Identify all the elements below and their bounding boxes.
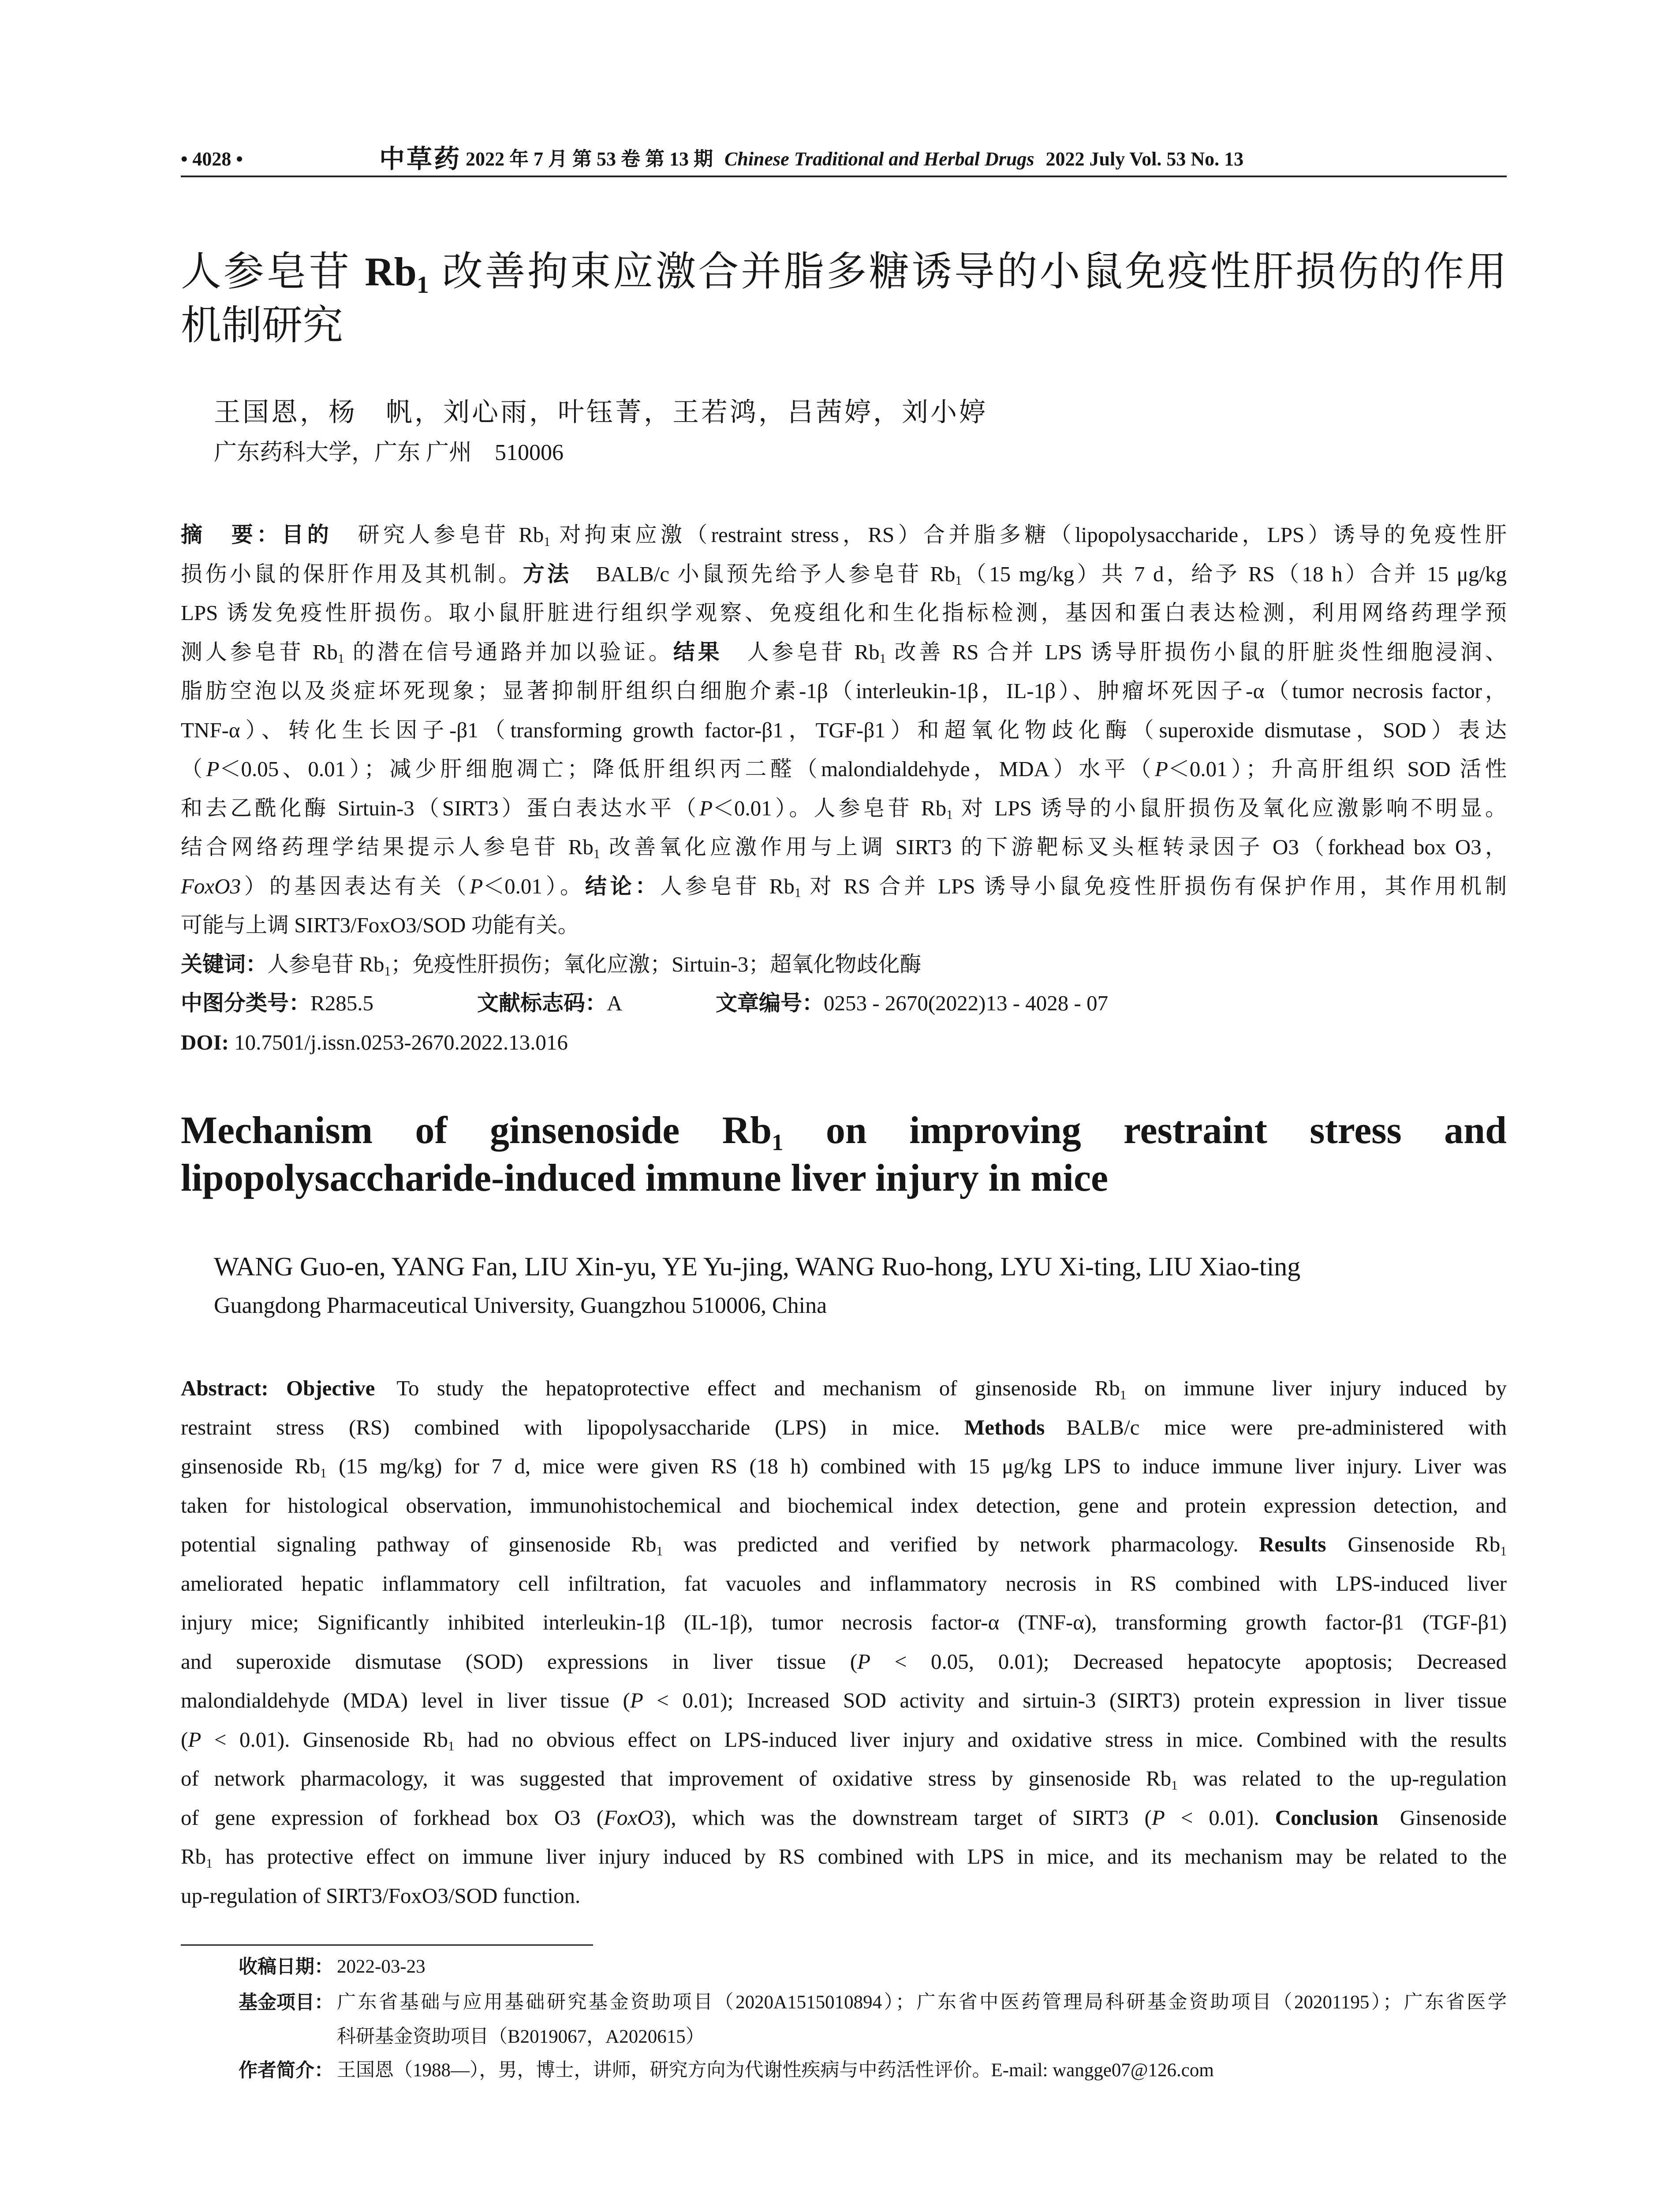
subscript: 1	[337, 652, 344, 666]
abstract-line	[181, 1642, 1507, 1682]
text-run: ＜0.05、0.01）；减少肝细胞凋亡；降低肝组织丙二醛（malondialdehyde，MDA）水平（	[219, 757, 1155, 781]
subscript: 1	[1500, 1544, 1507, 1558]
bold-label: 结论：	[585, 874, 661, 898]
bold-label: 文章编号：	[716, 991, 824, 1015]
affiliation-en: Guangdong Pharmaceutical University, Guangzhou 510006, China	[214, 1293, 827, 1318]
text-run: of network pharmacology, it was suggested that improvement of oxidative stress by ginsenoside Rb	[181, 1766, 1172, 1790]
document-code	[477, 984, 622, 1023]
subscript: 1	[448, 1739, 455, 1754]
text-run: malondialdehyde (MDA) level in liver tissue (	[181, 1688, 630, 1712]
bold-label: 中图分类号：	[181, 991, 311, 1015]
bold-label: DOI:	[181, 1030, 229, 1054]
doi	[181, 1023, 1507, 1062]
bold-label: 方法	[523, 562, 572, 586]
fund-info	[337, 1985, 1507, 2054]
journal-name-en: Chinese Traditional and Herbal Drugs	[724, 148, 1034, 170]
keywords-cn	[181, 945, 1507, 984]
text-run: ＜0.01）。人参皂苷 Rb	[713, 796, 947, 820]
abstract-line	[181, 867, 1507, 906]
text-run: had no obvious effect on LPS-induced liver injury and oxidative stress in mice. Combined with the results	[454, 1727, 1507, 1752]
text-run: injury mice; Significantly inhibited interleukin-1β (IL-1β), tumor necrosis factor-α (TNF-α), transforming growth factor-β1 (TGF-β1)	[181, 1610, 1507, 1634]
abstract-line	[181, 1369, 1507, 1408]
text-run: 人参皂苷 Rb	[267, 952, 385, 976]
text-run: on improving restraint stress and	[783, 1109, 1507, 1152]
abstract-line	[181, 672, 1507, 711]
journal-logo: 中草药	[379, 145, 462, 173]
abstract-line	[181, 555, 1507, 594]
text-run: (15 mg/kg) for 7 d, mice were given RS (18 h) combined with 15 μg/kg LPS to induce immune liver injury. Liver was	[326, 1454, 1507, 1478]
fund-label: 基金项目：	[239, 1992, 333, 2013]
issue-info-en: 2022 July Vol. 53 No. 13	[1045, 148, 1244, 170]
page-number: • 4028 •	[181, 148, 243, 170]
article-title-cn	[181, 245, 1507, 352]
text-run: (	[181, 1727, 188, 1752]
text-run: on immune liver injury induced by	[1126, 1376, 1507, 1400]
abstract-cn	[181, 516, 1507, 945]
text-run: 脂肪空泡以及炎症坏死现象；显著抑制肝组织白细胞介素-1β（interleukin-1β，IL-1β）、肿瘤坏死因子-α（tumor necrosis factor，	[181, 679, 1507, 703]
text-run: < 0.01). Ginsenoside Rb	[201, 1727, 448, 1752]
abstract-line	[181, 750, 1507, 789]
text-run: ；免疫性肝损伤；氧化应激；Sirtuin-3；超氧化物歧化酶	[391, 952, 922, 976]
abstract-line	[181, 1720, 1507, 1760]
subscript: 1	[384, 964, 391, 979]
text-run: < 0.05, 0.01); Decreased hepatocyte apoptosis; Decreased	[870, 1649, 1507, 1674]
bold-label: Conclusion	[1275, 1805, 1378, 1830]
title-line	[181, 1107, 1507, 1155]
received-date: 2022-03-23	[337, 1956, 426, 1977]
text-run: 可能与上调 SIRT3/FoxO3/SOD 功能有关。	[181, 913, 579, 937]
italic-text: P	[470, 874, 483, 898]
text-run: Ginsenoside Rb	[1326, 1532, 1501, 1556]
text-run: and superoxide dismutase (SOD) expressions in liver tissue (	[181, 1649, 858, 1674]
text-run: taken for histological observation, immunohistochemical and biochemical index detection, gene and protein expression detection, and	[181, 1493, 1507, 1517]
abstract-line	[181, 1486, 1507, 1525]
abstract-line	[181, 1837, 1507, 1876]
abstract-line	[181, 1603, 1507, 1642]
text-run: 对拘束应激（restraint stress，RS）合并脂多糖（lipopolysaccharide，LPS）诱导的免疫性肝	[550, 523, 1507, 547]
text-run: was predicted and verified by network pharmacology.	[663, 1532, 1259, 1556]
text-run: 损伤小鼠的保肝作用及其机制。	[181, 561, 523, 586]
abstract-line	[181, 1525, 1507, 1564]
text-run: 改善氧化应激作用与上调 SIRT3 的下游靶标叉头框转录因子 O3（forkhead box O3，	[600, 835, 1507, 859]
text-run: ameliorated hepatic inflammatory cell infiltration, fat vacuoles and inflammatory necrosis in RS combined with LPS-induced liver	[181, 1571, 1507, 1596]
abstract-line	[181, 828, 1507, 867]
text-run: ), which was the downstream target of SIRT3 (	[664, 1805, 1152, 1830]
text-run: 人参皂苷 Rb	[722, 639, 880, 664]
authors-en: WANG Guo-en, YANG Fan, LIU Xin-yu, YE Yu-jing, WANG Ruo-hong, LYU Xi-ting, LIU Xiao-ting	[214, 1252, 1301, 1281]
text-run: < 0.01); Increased SOD activity and sirtuin-3 (SIRT3) protein expression in liver tissue	[643, 1688, 1507, 1712]
text-run: A	[607, 991, 623, 1015]
subscript: 1	[656, 1544, 663, 1558]
text-run: ＜0.01）；升高肝组织 SOD 活性	[1168, 757, 1507, 781]
subscript: 1	[320, 1466, 327, 1480]
text-run: ）的基因表达有关（	[241, 874, 470, 898]
text-run: 对 LPS 诱导的小鼠肝损伤及氧化应激影响不明显。	[952, 796, 1507, 820]
text-run: potential signaling pathway of ginsenoside Rb	[181, 1532, 657, 1556]
text-run: BALB/c 小鼠预先给予人参皂苷 Rb	[571, 561, 956, 586]
author-bio: 王国恩（1988—），男，博士，讲师，研究方向为代谢性疾病与中药活性评价。E-mail: wangge07@126.com	[337, 2060, 1214, 2081]
abstract-line	[181, 633, 1507, 672]
bold-label: 目的	[282, 523, 333, 547]
subscript: 1	[416, 271, 429, 298]
italic-text: P	[630, 1688, 643, 1712]
abstract-line	[181, 594, 1507, 633]
text-run: （15 mg/kg）共 7 d，给予 RS（18 h）合并 15 μg/kg	[962, 561, 1507, 586]
bold-label: Results	[1258, 1532, 1326, 1556]
issue-info	[466, 145, 1243, 174]
bold-label: Rb	[365, 249, 417, 294]
text-run: 人参皂苷 Rb	[660, 874, 795, 898]
text-run: 广东省基础与应用基础研究基金资助项目（2020A1515010894）；广东省中医药管理局科研基金资助项目（20201195）；广东省医学	[337, 1992, 1507, 2013]
subscript: 1	[794, 886, 801, 901]
abstract-line	[181, 711, 1507, 750]
subscript: 1	[1120, 1388, 1127, 1402]
text-run: was related to the up-regulation	[1177, 1766, 1507, 1790]
text-run: Rb	[181, 1844, 206, 1869]
text-run: 机制研究	[181, 303, 343, 348]
text-run: TNF-α）、转化生长因子-β1（transforming growth factor-β1，TGF-β1）和超氧化物歧化酶（superoxide dismutase，SOD）表达	[181, 718, 1507, 742]
bold-label: 结果	[673, 640, 723, 664]
text-run: 测人参皂苷 Rb	[181, 639, 338, 664]
issue-info-cn: 2022 年 7 月 第 53 卷 第 13 期	[466, 148, 713, 170]
text-run: restraint stress (RS) combined with lipopolysaccharide (LPS) in mice.	[181, 1415, 964, 1439]
article-title-en	[181, 1107, 1507, 1202]
text-run: ginsenoside Rb	[181, 1454, 320, 1478]
italic-text: FoxO3	[604, 1805, 664, 1830]
text-run: < 0.01).	[1165, 1805, 1275, 1830]
abstract-line	[181, 1759, 1507, 1798]
fund-line	[337, 1985, 1507, 2020]
author-bio-label: 作者简介：	[239, 2060, 333, 2081]
text-run: 对 RS 合并 LPS 诱导小鼠免疫性肝损伤有保护作用，其作用机制	[801, 874, 1507, 898]
subscript: 1	[593, 847, 600, 861]
italic-text: P	[188, 1727, 202, 1752]
text-run: 科研基金资助项目（B2019067，A2020615）	[337, 2026, 705, 2047]
footnote-rule	[181, 1944, 593, 1946]
bold-label: Abstract: Objective	[181, 1376, 375, 1400]
abstract-line	[181, 1408, 1507, 1447]
abstract-line	[181, 1798, 1507, 1838]
header-rule	[181, 176, 1507, 177]
bold-label: 关键词：	[181, 953, 268, 976]
text-run: BALB/c mice were pre-administered with	[1045, 1415, 1507, 1439]
affiliation-cn: 广东药科大学，广东 广州 510006	[214, 440, 564, 465]
italic-text: P	[206, 757, 220, 781]
subscript: 1	[955, 574, 962, 588]
subscript: 1	[544, 534, 550, 549]
bold-label: 文献标志码：	[477, 991, 607, 1015]
fund-line	[337, 2020, 1507, 2054]
text-run: 人参皂苷	[181, 249, 365, 294]
italic-text: P	[699, 796, 713, 820]
authors-cn: 王国恩，杨 帆，刘心雨，叶钰菁，王若鸿，吕茜婷，刘小婷	[214, 398, 988, 427]
italic-text: P	[1154, 757, 1168, 781]
abstract-line	[181, 1564, 1507, 1603]
text-run: up-regulation of SIRT3/FoxO3/SOD function.	[181, 1883, 581, 1908]
abstract-line	[181, 906, 1507, 945]
text-run: （	[181, 757, 206, 781]
text-run: Ginsenoside	[1378, 1805, 1507, 1830]
abstract-line	[181, 1876, 1507, 1916]
clc-number	[181, 984, 373, 1023]
title-line	[181, 245, 1507, 299]
classification-line	[181, 984, 1507, 1023]
title-line	[181, 1155, 1507, 1202]
text-run: of gene expression of forkhead box O3 (	[181, 1805, 604, 1830]
text-run: 改善拘束应激合并脂多糖诱导的小鼠免疫性肝损伤的作用	[429, 249, 1507, 294]
abstract-line	[181, 1447, 1507, 1486]
text-run: LPS 诱发免疫性肝损伤。取小鼠肝脏进行组织学观察、免疫组化和生化指标检测，基因和蛋白表达检测，利用网络药理学预	[181, 601, 1507, 625]
subscript: 1	[206, 1856, 213, 1871]
abstract-en	[181, 1369, 1507, 1915]
bold-label: 摘 要：	[181, 523, 282, 547]
subscript: 1	[772, 1129, 784, 1155]
running-header	[181, 145, 1507, 174]
text-run: 改善 RS 合并 LPS 诱导肝损伤小鼠的肝脏炎性细胞浸润、	[886, 639, 1507, 664]
text-run: 0253 - 2670(2022)13 - 4028 - 07	[824, 991, 1109, 1015]
text-run: has protective effect on immune liver injury induced by RS combined with LPS in mice, and its mechanism may be related to the	[212, 1844, 1507, 1869]
title-line	[181, 299, 1507, 352]
text-run: 和去乙酰化酶 Sirtuin-3（SIRT3）蛋白表达水平（	[181, 796, 700, 820]
text-run: 的潜在信号通路并加以验证。	[344, 639, 673, 664]
article-number	[716, 984, 1108, 1023]
italic-text: P	[1151, 1805, 1165, 1830]
abstract-line	[181, 789, 1507, 828]
abstract-line	[181, 1681, 1507, 1720]
italic-text: P	[857, 1649, 871, 1674]
bold-label: Methods	[964, 1415, 1045, 1439]
italic-text: FoxO3	[181, 874, 241, 898]
text-run: 10.7501/j.issn.0253-2670.2022.13.016	[228, 1030, 568, 1054]
text-run: 结合网络药理学结果提示人参皂苷 Rb	[181, 835, 594, 859]
text-run: lipopolysaccharide-induced immune liver injury in mice	[181, 1157, 1109, 1200]
abstract-line	[181, 516, 1507, 555]
subscript: 1	[946, 808, 953, 822]
text-run: ＜0.01）。	[483, 874, 585, 898]
received-date-label: 收稿日期：	[239, 1956, 333, 1977]
text-run: Mechanism of ginsenoside Rb	[181, 1109, 772, 1152]
text-run: R285.5	[310, 991, 373, 1015]
text-run: 研究人参皂苷 Rb	[332, 523, 544, 547]
subscript: 1	[879, 652, 886, 666]
subscript: 1	[1171, 1778, 1178, 1793]
text-run: To study the hepatoprotective effect and mechanism of ginsenoside Rb	[375, 1376, 1120, 1400]
